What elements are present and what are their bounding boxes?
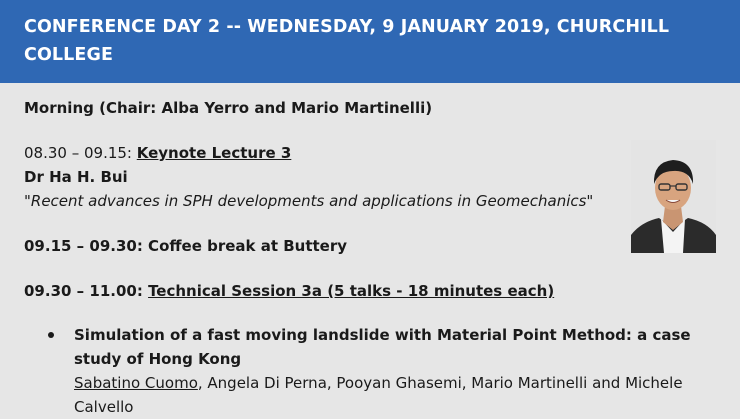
- keynote-lecture-link[interactable]: Keynote Lecture 3: [136, 144, 292, 162]
- speaker-photo: [631, 140, 716, 253]
- keynote-speaker: Dr Ha H. Bui: [24, 168, 128, 186]
- coffee-break: 09.15 – 09.30: Coffee break at Buttery: [24, 237, 348, 255]
- presenter-link[interactable]: Sabatino Cuomo: [74, 374, 198, 392]
- keynote-time: 08.30 – 09.15:: [24, 144, 137, 162]
- talk-title-line-2: study of Hong Kong: [74, 350, 242, 368]
- programme-content: [24, 96, 724, 303]
- session-time: 09.30 – 11.00:: [24, 282, 149, 300]
- page-title-line-2: COLLEGE: [24, 45, 113, 65]
- morning-heading: Morning (Chair: Alba Yerro and Mario Martinelli): [24, 99, 433, 117]
- talk-authors: [74, 371, 728, 419]
- session-line: [24, 279, 724, 303]
- talk-title: [74, 323, 728, 371]
- page-header: [0, 0, 740, 83]
- coauthors-line-2: Calvello: [74, 398, 134, 416]
- technical-session-link[interactable]: Technical Session 3a (5 talks - 18 minutes each): [148, 282, 555, 300]
- talk-list: [48, 323, 728, 419]
- keynote-line: [24, 141, 724, 165]
- talk-title-line-1: Simulation of a fast moving landslide with Material Point Method: a case: [74, 326, 691, 344]
- bullet-icon: [48, 332, 54, 338]
- speaker-portrait-image: [631, 140, 716, 253]
- keynote-talk-title: "Recent advances in SPH developments and applications in Geomechanics": [24, 192, 594, 210]
- coauthors-line-1: , Angela Di Perna, Pooyan Ghasemi, Mario Martinelli and Michele: [197, 374, 683, 392]
- page-title-line-1: CONFERENCE DAY 2 -- WEDNESDAY, 9 JANUARY 2019, CHURCHILL: [24, 17, 670, 37]
- list-item: [48, 323, 728, 419]
